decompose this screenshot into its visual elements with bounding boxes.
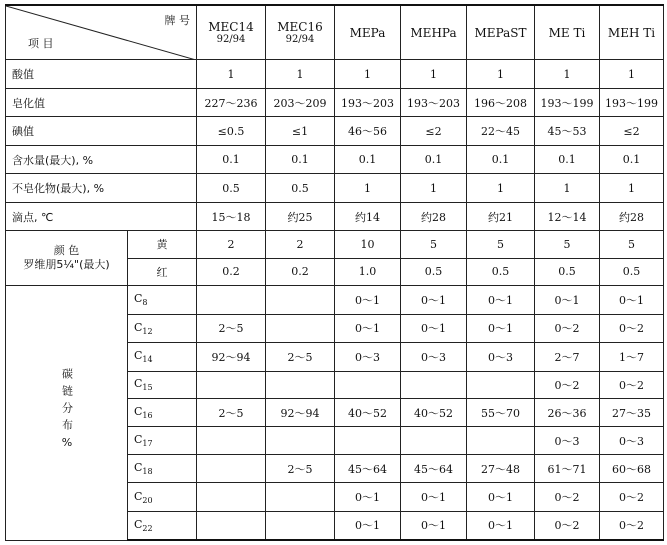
carbon-number-label <box>128 343 197 371</box>
value-cell: 0.2 <box>266 258 335 285</box>
value-cell: 1 <box>600 174 664 202</box>
value-cell: 2 <box>197 231 266 258</box>
value-cell: 0～2 <box>600 371 664 398</box>
value-cell: 203～209 <box>266 88 335 116</box>
carbon-distribution-label: 碳链分布% <box>60 367 74 455</box>
value-cell: 1 <box>535 174 600 202</box>
header-corner-cell <box>6 5 197 60</box>
carbon-symbol: C <box>134 377 143 391</box>
value-cell: 约14 <box>335 202 401 230</box>
value-cell: 45～64 <box>335 454 401 482</box>
grade-spec: 92/94 <box>285 33 315 45</box>
value-cell <box>197 483 266 511</box>
value-cell: 0.1 <box>535 145 600 173</box>
value-cell: 0～1 <box>401 314 467 342</box>
value-cell: 2～5 <box>266 343 335 371</box>
grade-spec: 92/94 <box>216 33 246 45</box>
value-cell: ≤1 <box>266 117 335 145</box>
value-cell: 193～203 <box>401 88 467 116</box>
value-cell: 0～2 <box>535 371 600 398</box>
value-cell: 40～52 <box>335 399 401 427</box>
carbon-count: 20 <box>142 495 153 505</box>
value-cell: 5 <box>600 231 664 258</box>
value-cell <box>197 511 266 540</box>
value-cell: 0～2 <box>535 314 600 342</box>
property-label: 不皂化物(最大), % <box>6 174 197 202</box>
carbon-count: 17 <box>142 439 153 449</box>
value-cell: 约28 <box>401 202 467 230</box>
value-cell: 27～48 <box>467 454 535 482</box>
value-cell: 0～3 <box>467 343 535 371</box>
value-cell: 0～3 <box>401 343 467 371</box>
value-cell: 1 <box>401 174 467 202</box>
color-label: 颜 色 <box>53 244 80 258</box>
carbon-number-label <box>128 427 197 454</box>
value-cell: 0.5 <box>467 258 535 285</box>
value-cell: 0～1 <box>335 314 401 342</box>
value-cell: 0～1 <box>467 286 535 314</box>
value-cell: 2～5 <box>197 399 266 427</box>
carbon-symbol: C <box>134 292 143 306</box>
property-row <box>6 174 664 202</box>
carbon-symbol: C <box>134 489 143 503</box>
grade-name: ME Ti <box>548 25 586 40</box>
value-cell: 5 <box>535 231 600 258</box>
grade-header-3 <box>401 5 467 60</box>
spec-table <box>5 4 664 541</box>
value-cell: 27～35 <box>600 399 664 427</box>
carbon-count: 18 <box>142 467 153 477</box>
value-cell: 22～45 <box>467 117 535 145</box>
value-cell <box>335 427 401 454</box>
carbon-number-label <box>128 286 197 314</box>
value-cell: 2～5 <box>266 454 335 482</box>
value-cell: 92～94 <box>197 343 266 371</box>
value-cell: 0～2 <box>600 511 664 540</box>
value-cell: 0～3 <box>535 427 600 454</box>
carbon-number-label <box>128 371 197 398</box>
value-cell: 0～1 <box>467 314 535 342</box>
value-cell: 193～199 <box>535 88 600 116</box>
header-row <box>6 5 664 60</box>
value-cell: 0.1 <box>266 145 335 173</box>
property-row <box>6 88 664 116</box>
carbon-symbol: C <box>134 461 143 475</box>
grade-name: MEPaST <box>474 25 527 40</box>
value-cell: 0～1 <box>467 483 535 511</box>
carbon-number-label <box>128 314 197 342</box>
carbon-symbol: C <box>134 405 143 419</box>
grade-name: MEHPa <box>410 25 457 40</box>
carbon-symbol: C <box>134 433 143 447</box>
value-cell: 约28 <box>600 202 664 230</box>
value-cell: 1 <box>266 60 335 88</box>
value-cell: 1 <box>467 174 535 202</box>
property-row <box>6 117 664 145</box>
value-cell <box>266 427 335 454</box>
property-row <box>6 60 664 88</box>
value-cell: 92～94 <box>266 399 335 427</box>
carbon-number-label <box>128 399 197 427</box>
value-cell: 0.1 <box>197 145 266 173</box>
value-cell: 2 <box>266 231 335 258</box>
grade-label: 牌 号 <box>164 14 190 27</box>
value-cell: 1 <box>335 174 401 202</box>
value-cell: 5 <box>401 231 467 258</box>
value-cell: 40～52 <box>401 399 467 427</box>
value-cell <box>266 511 335 540</box>
carbon-row <box>6 286 664 314</box>
value-cell: 15～18 <box>197 202 266 230</box>
value-cell: 193～199 <box>600 88 664 116</box>
value-cell <box>197 286 266 314</box>
carbon-symbol: C <box>134 349 143 363</box>
property-row <box>6 202 664 230</box>
value-cell: 45～64 <box>401 454 467 482</box>
value-cell: 2～5 <box>197 314 266 342</box>
value-cell <box>197 371 266 398</box>
property-label: 皂化值 <box>6 88 197 116</box>
value-cell: ≤0.5 <box>197 117 266 145</box>
value-cell <box>197 427 266 454</box>
value-cell: 0～1 <box>535 286 600 314</box>
value-cell: 0～2 <box>535 483 600 511</box>
value-cell: 0.1 <box>335 145 401 173</box>
value-cell: 0～1 <box>335 286 401 314</box>
color-row <box>6 231 664 258</box>
value-cell: 0.1 <box>467 145 535 173</box>
value-cell: 0～3 <box>335 343 401 371</box>
value-cell: 0～1 <box>335 511 401 540</box>
grade-header-4 <box>467 5 535 60</box>
grade-header-2 <box>335 5 401 60</box>
value-cell: 1 <box>335 60 401 88</box>
value-cell: 0.5 <box>266 174 335 202</box>
value-cell: 0.2 <box>197 258 266 285</box>
property-label: 滴点, ℃ <box>6 202 197 230</box>
grade-name: MEH Ti <box>607 25 656 40</box>
value-cell: 193～203 <box>335 88 401 116</box>
carbon-count: 14 <box>142 355 153 365</box>
property-label: 酸值 <box>6 60 197 88</box>
grade-header-0 <box>197 5 266 60</box>
lovibond-label: 罗维朋5¼"(最大) <box>23 258 110 272</box>
value-cell <box>266 286 335 314</box>
value-cell: 0.1 <box>600 145 664 173</box>
value-cell <box>266 483 335 511</box>
value-cell: 0～2 <box>600 483 664 511</box>
value-cell: 2～7 <box>535 343 600 371</box>
carbon-symbol: C <box>134 517 143 531</box>
value-cell: 0.5 <box>401 258 467 285</box>
value-cell <box>266 314 335 342</box>
carbon-number-label <box>128 454 197 482</box>
value-cell: 1 <box>197 60 266 88</box>
carbon-count: 12 <box>142 326 153 336</box>
carbon-count: 8 <box>142 298 148 308</box>
value-cell: 12～14 <box>535 202 600 230</box>
property-label: 碘值 <box>6 117 197 145</box>
value-cell: 1 <box>467 60 535 88</box>
value-cell: 60～68 <box>600 454 664 482</box>
value-cell: 0～2 <box>600 314 664 342</box>
value-cell: 1～7 <box>600 343 664 371</box>
value-cell: 0.5 <box>535 258 600 285</box>
value-cell: 0.5 <box>600 258 664 285</box>
carbon-number-label <box>128 483 197 511</box>
value-cell <box>467 427 535 454</box>
value-cell: 61～71 <box>535 454 600 482</box>
carbon-count: 15 <box>142 383 153 393</box>
value-cell: 26～36 <box>535 399 600 427</box>
value-cell: 55～70 <box>467 399 535 427</box>
carbon-number-label <box>128 511 197 540</box>
carbon-symbol: C <box>134 320 143 334</box>
value-cell: 0～1 <box>467 511 535 540</box>
value-cell: 约21 <box>467 202 535 230</box>
color-group-label <box>6 231 128 286</box>
value-cell: 1 <box>600 60 664 88</box>
value-cell: 10 <box>335 231 401 258</box>
value-cell: 227～236 <box>197 88 266 116</box>
value-cell: ≤2 <box>401 117 467 145</box>
color-sub-label: 黄 <box>128 231 197 258</box>
value-cell: 0～1 <box>401 286 467 314</box>
grade-name: MEC14 <box>208 19 254 34</box>
grade-name: MEPa <box>349 25 386 40</box>
carbon-count: 16 <box>142 411 153 421</box>
value-cell: 1 <box>535 60 600 88</box>
value-cell <box>401 371 467 398</box>
value-cell: 46～56 <box>335 117 401 145</box>
grade-name: MEC16 <box>277 19 323 34</box>
value-cell: 0～1 <box>401 511 467 540</box>
grade-header-5 <box>535 5 600 60</box>
value-cell: 约25 <box>266 202 335 230</box>
value-cell <box>401 427 467 454</box>
value-cell <box>197 454 266 482</box>
value-cell: 1.0 <box>335 258 401 285</box>
value-cell <box>467 371 535 398</box>
value-cell: 5 <box>467 231 535 258</box>
value-cell: 196～208 <box>467 88 535 116</box>
color-sub-label: 红 <box>128 258 197 285</box>
value-cell: ≤2 <box>600 117 664 145</box>
value-cell: 0～1 <box>600 286 664 314</box>
value-cell: 0.5 <box>197 174 266 202</box>
item-label: 项 目 <box>28 37 54 51</box>
value-cell: 0～3 <box>600 427 664 454</box>
property-row <box>6 145 664 173</box>
grade-header-6 <box>600 5 664 60</box>
value-cell: 0～2 <box>535 511 600 540</box>
property-label: 含水量(最大), % <box>6 145 197 173</box>
value-cell: 1 <box>401 60 467 88</box>
grade-header-1 <box>266 5 335 60</box>
value-cell: 0～1 <box>335 483 401 511</box>
carbon-count: 22 <box>142 524 153 534</box>
value-cell: 0～1 <box>401 483 467 511</box>
value-cell <box>335 371 401 398</box>
carbon-group-cell <box>6 286 128 540</box>
value-cell <box>266 371 335 398</box>
value-cell: 45～53 <box>535 117 600 145</box>
value-cell: 0.1 <box>401 145 467 173</box>
